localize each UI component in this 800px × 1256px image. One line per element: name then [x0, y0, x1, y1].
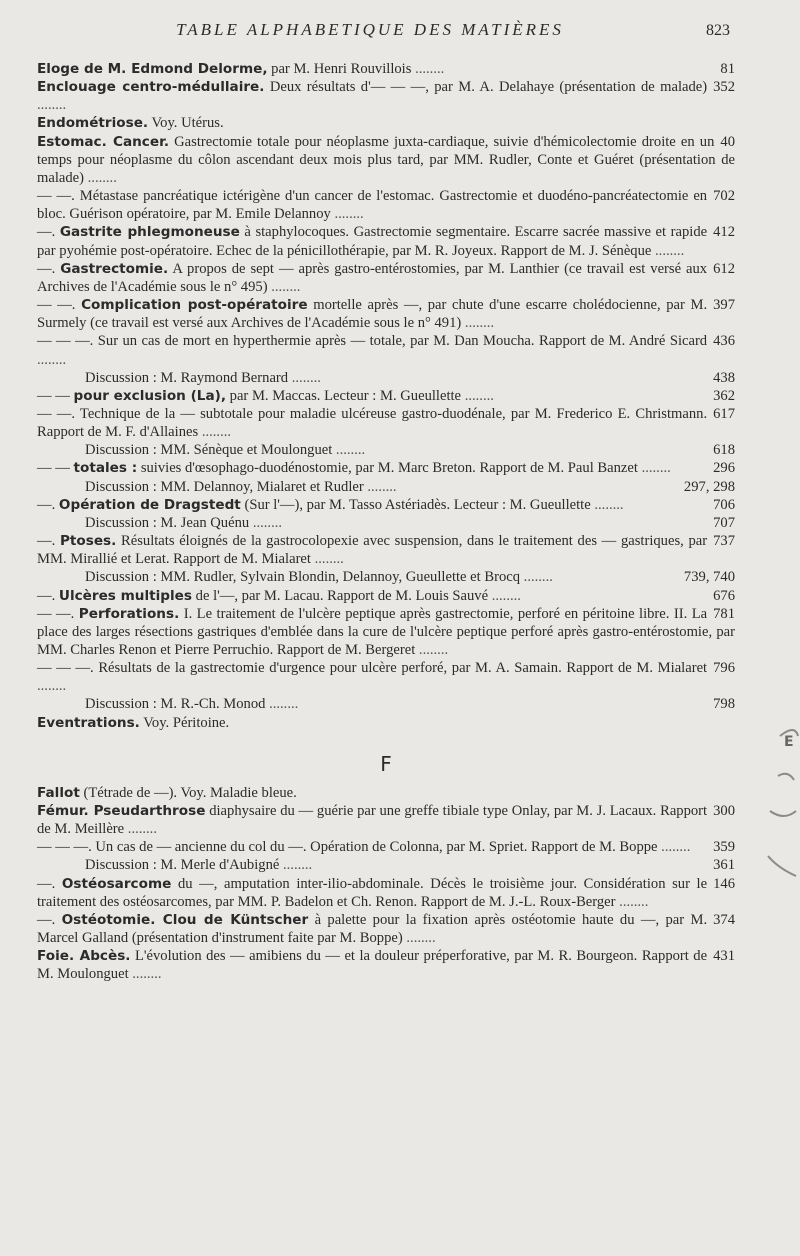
index-entry	[37, 387, 735, 405]
index-entry	[37, 659, 735, 695]
entry-dash: — —.	[37, 605, 75, 622]
entry-text: mortelle après —, par chute d'une escarre cholédocienne, par M. Surmely (ce travail est versé aux Archives de l'Académie sous le n° 491)	[37, 297, 708, 332]
dot-leader: ........	[198, 424, 232, 441]
dot-leader: ........	[415, 642, 449, 658]
entry-heading: Ostéosarcome	[61, 875, 172, 892]
entry-page-number: 397	[713, 297, 735, 314]
entry-dash: —.	[37, 224, 56, 241]
dot-leader: ........	[590, 496, 624, 513]
entry-page-number: 706	[713, 496, 735, 513]
entry-page-number: 412	[713, 224, 735, 241]
entry-text: Résultats éloignés de la gastrocolopexie avec suspension, dans le traitement des — gastriques, par MM. Mirallié et Lerat. Rapport de M. Mialaret	[37, 533, 708, 568]
index-entry	[37, 802, 735, 838]
entry-text: — —. Technique de la — subtotale pour maladie ulcéreuse gastro-duodénale, par M. Frederico E. Christmann. Rapport de M. F. d'Allaines	[37, 405, 708, 441]
entry-page-number: 438	[713, 369, 735, 386]
index-entry	[37, 133, 735, 187]
dot-leader: ........	[249, 514, 283, 531]
dot-leader: ........	[128, 966, 162, 983]
svg-text:E: E	[784, 734, 794, 750]
entry-heading: totales :	[73, 460, 138, 477]
entry-text: Deux résultats d'— — —, par M. A. Delahaye (présentation de malade)	[269, 79, 708, 96]
entry-dash: —.	[37, 875, 56, 892]
entry-heading: Ostéotomie. Clou de Küntscher	[61, 911, 309, 928]
entry-text: — — —. Un cas de — ancienne du col du —. Opération de Colonna, par M. Spriet. Rapport de M. Boppe	[37, 839, 658, 856]
index-entry	[37, 856, 735, 874]
index-entry	[37, 78, 735, 114]
dot-leader: ........	[330, 206, 364, 223]
entry-page-number: 676	[713, 587, 735, 604]
entry-text: Voy. Péritoine.	[143, 714, 230, 731]
entry-heading: Perforations.	[78, 605, 180, 622]
entry-page-number: 739, 740	[683, 569, 735, 586]
entry-page-number: 361	[713, 857, 735, 874]
entry-heading: Gastrectomie.	[60, 260, 169, 277]
entry-text: diaphysaire du — guérie par une greffe tibiale type Onlay, par M. J. Lacaux. Rapport de M. Meillère	[37, 802, 708, 838]
entry-text: Discussion : MM. Rudler, Sylvain Blondin, Delannoy, Gueullette et Brocq	[85, 569, 521, 586]
entry-heading: Ulcères multiples	[58, 587, 192, 604]
entry-heading: Ptoses.	[59, 533, 117, 550]
entry-heading: Endométriose.	[37, 115, 149, 132]
index-entry	[37, 405, 735, 441]
entry-text: L'évolution des — amibiens du — et la douleur préperforative, par M. R. Bourgeon. Rapport de M. Moulonguet	[37, 948, 708, 983]
entry-page-number: 796	[713, 660, 735, 677]
entry-page-number: 40	[720, 133, 735, 150]
dot-leader: ........	[411, 61, 445, 77]
dot-leader: ........	[402, 930, 436, 947]
dot-leader: ........	[265, 696, 299, 713]
entry-dash: —.	[37, 587, 56, 604]
entry-page-number: 300	[713, 802, 735, 819]
entry-text: (Sur l'—), par M. Tasso Astériadès. Lecteur : M. Gueullette	[244, 496, 591, 513]
dot-leader: ........	[488, 587, 521, 604]
index-entry	[37, 587, 735, 605]
index-entry	[37, 60, 735, 78]
dot-leader: ........	[637, 460, 671, 477]
index-entry	[37, 114, 735, 132]
entry-page-number: 798	[713, 696, 735, 713]
entry-text: — —. Métastase pancréatique ictérigène d'un cancer de l'estomac. Gastrectomie et duodéno-pancréatectomie en bloc. Guérison opératoire, par M. Emile Delannoy	[37, 188, 708, 223]
dot-leader: ........	[615, 893, 649, 910]
entry-dash: —.	[37, 533, 56, 550]
dot-leader: ........	[310, 551, 344, 568]
entry-page-number: 612	[713, 260, 735, 277]
entry-heading: Fémur. Pseudarthrose	[37, 802, 206, 819]
index-entry	[37, 695, 735, 713]
entry-text: par M. Maccas. Lecteur : M. Gueullette	[229, 387, 462, 404]
entry-heading: Foie. Abcès.	[37, 948, 131, 965]
entry-text: — — —. Sur un cas de mort en hyperthermie après — totale, par M. Dan Moucha. Rapport de M. André Sicard	[37, 333, 708, 350]
entry-text: à staphylocoques. Gastrectomie segmentaire. Escarre sacrée massive et rapide par pyohémie post-opératoire. Echec de la pénicillothérapie, par M. R. Joyeux. Rapport de M. J. Sénèque	[37, 224, 708, 259]
entry-page-number: 352	[713, 79, 735, 96]
entry-heading: Eloge de M. Edmond Delorme,	[37, 61, 268, 77]
entry-heading: Opération de Dragstedt	[58, 496, 241, 513]
dot-leader: ........	[279, 857, 313, 874]
index-entry	[37, 875, 735, 911]
entry-text: du —, amputation inter-ilio-abdominale. Décès le troisième jour. Considération sur le traitement des ostéosarcomes, par MM. P. Badelon et Ch. Renon. Rapport de M. J.-L. Roux-Berger	[37, 875, 708, 910]
entry-text: I. Le traitement de l'ulcère peptique après gastrectomie, perforé en péritoine libre. II. La place des larges résections gastriques d'emblée dans la cure de l'ulcère peptique perforé après gastro-entérostomie, par MM. Charles Renon et Pierre Perruchio. Rapport de M. Bergeret	[37, 605, 735, 658]
entry-page-number: 707	[713, 514, 735, 531]
index-entry	[37, 514, 735, 532]
entry-page-number: 297, 298	[683, 478, 735, 495]
entry-page-number: 737	[713, 533, 735, 550]
entry-dash: — —	[37, 387, 70, 404]
entry-text: Voy. Utérus.	[151, 115, 224, 132]
entry-dash: — —	[37, 460, 70, 477]
entry-text: Gastrectomie totale pour néoplasme juxta-cardiaque, suivie d'hémicolectomie droite en un temps pour néoplasme du côlon ascendant deux mois plus tard, par MM. Rudler, Conte et Guéret (présentation de malade)	[37, 133, 735, 186]
entry-dash: —.	[37, 496, 56, 513]
entry-text: Discussion : M. Raymond Bernard	[85, 369, 289, 386]
entry-dash: —.	[37, 911, 56, 928]
section-letter: F	[380, 751, 392, 776]
entry-text: Discussion : MM. Sénèque et Moulonguet	[85, 442, 333, 459]
dot-leader: ........	[363, 478, 397, 495]
entry-text: A propos de sept — après gastro-entérostomies, par M. Lanthier (ce travail est versé aux Archives de l'Académie sous le n° 495)	[37, 260, 708, 295]
index-entry	[37, 459, 735, 477]
index-entry	[37, 568, 735, 586]
entry-text: de l'—, par M. Lacau. Rapport de M. Louis Sauvé	[195, 587, 489, 604]
dot-leader: ........	[657, 839, 691, 856]
entry-page-number: 617	[713, 405, 735, 422]
index-entry	[37, 332, 735, 368]
dot-leader: ........	[267, 278, 301, 295]
entry-text: suivies d'œsophago-duodénostomie, par M. Marc Breton. Rapport de M. Paul Banzet	[140, 460, 638, 477]
dot-leader: ........	[461, 315, 495, 332]
entry-text: Discussion : M. Jean Quénu	[85, 514, 250, 531]
entry-page-number: 618	[713, 442, 735, 459]
entry-text: à palette pour la fixation après ostéotomie haute du —, par M. Marcel Galland (présentation d'instrument faite par M. Boppe)	[37, 911, 708, 947]
entry-page-number: 781	[713, 605, 735, 622]
dot-leader: ........	[651, 242, 685, 259]
index-entry	[37, 260, 735, 296]
entry-heading: Complication post-opératoire	[81, 297, 308, 314]
dot-leader: ........	[288, 369, 321, 386]
entry-dash: — —.	[37, 297, 76, 314]
entry-heading: Eventrations.	[37, 714, 140, 731]
index-entry	[37, 784, 735, 802]
dot-leader: ........	[520, 569, 553, 586]
entry-page-number: 362	[713, 387, 735, 404]
page-number: 823	[706, 22, 730, 39]
entry-text: Discussion : M. R.-Ch. Monod	[85, 696, 266, 713]
entry-page-number: 146	[713, 875, 735, 892]
entry-heading: Fallot	[37, 784, 80, 801]
entry-page-number: 81	[720, 61, 735, 77]
entry-dash: —.	[37, 260, 56, 277]
dot-leader: ........	[37, 678, 67, 695]
dot-leader: ........	[461, 387, 494, 404]
entry-heading: pour exclusion (La),	[73, 387, 226, 404]
index-entry	[37, 947, 735, 983]
dot-leader: ........	[332, 442, 366, 459]
dot-leader: ........	[124, 821, 157, 838]
entry-page-number: 702	[713, 188, 735, 205]
entry-text: (Tétrade de —). Voy. Maladie bleue.	[83, 784, 297, 801]
entry-page-number: 359	[713, 839, 735, 856]
index-entry	[37, 605, 735, 659]
index-entry	[37, 223, 735, 259]
entry-heading: Estomac. Cancer.	[37, 133, 170, 150]
page-title: TABLE ALPHABETIQUE DES MATIÈRES	[176, 20, 564, 39]
dot-leader: ........	[37, 97, 67, 114]
index-entry	[37, 441, 735, 459]
index-entry	[37, 478, 735, 496]
index-entry	[37, 496, 735, 514]
dot-leader: ........	[84, 169, 117, 186]
entry-page-number: 296	[713, 460, 735, 477]
index-entry	[37, 296, 735, 332]
entry-text: Discussion : MM. Delannoy, Mialaret et Rudler	[85, 478, 364, 495]
index-entry	[37, 187, 735, 223]
entry-page-number: 431	[713, 948, 735, 965]
entry-text: Discussion : M. Merle d'Aubigné	[85, 857, 280, 874]
index-entry	[37, 714, 735, 732]
entry-page-number: 436	[713, 333, 735, 350]
index-entry	[37, 532, 735, 568]
entry-page-number: 374	[713, 911, 735, 928]
index-entry	[37, 838, 735, 856]
index-entries	[37, 60, 735, 984]
entry-text: par M. Henri Rouvillois	[271, 61, 412, 77]
entry-text: — — —. Résultats de la gastrectomie d'urgence pour ulcère perforé, par M. A. Samain. Rapport de M. Mialaret	[37, 660, 708, 677]
running-header	[0, 20, 800, 46]
index-entry	[37, 369, 735, 387]
index-entry	[37, 911, 735, 947]
dot-leader: ........	[37, 351, 67, 368]
entry-heading: Enclouage centro-médullaire.	[37, 79, 265, 96]
library-stamp-mark	[740, 716, 800, 896]
entry-heading: Gastrite phlegmoneuse	[59, 224, 240, 241]
